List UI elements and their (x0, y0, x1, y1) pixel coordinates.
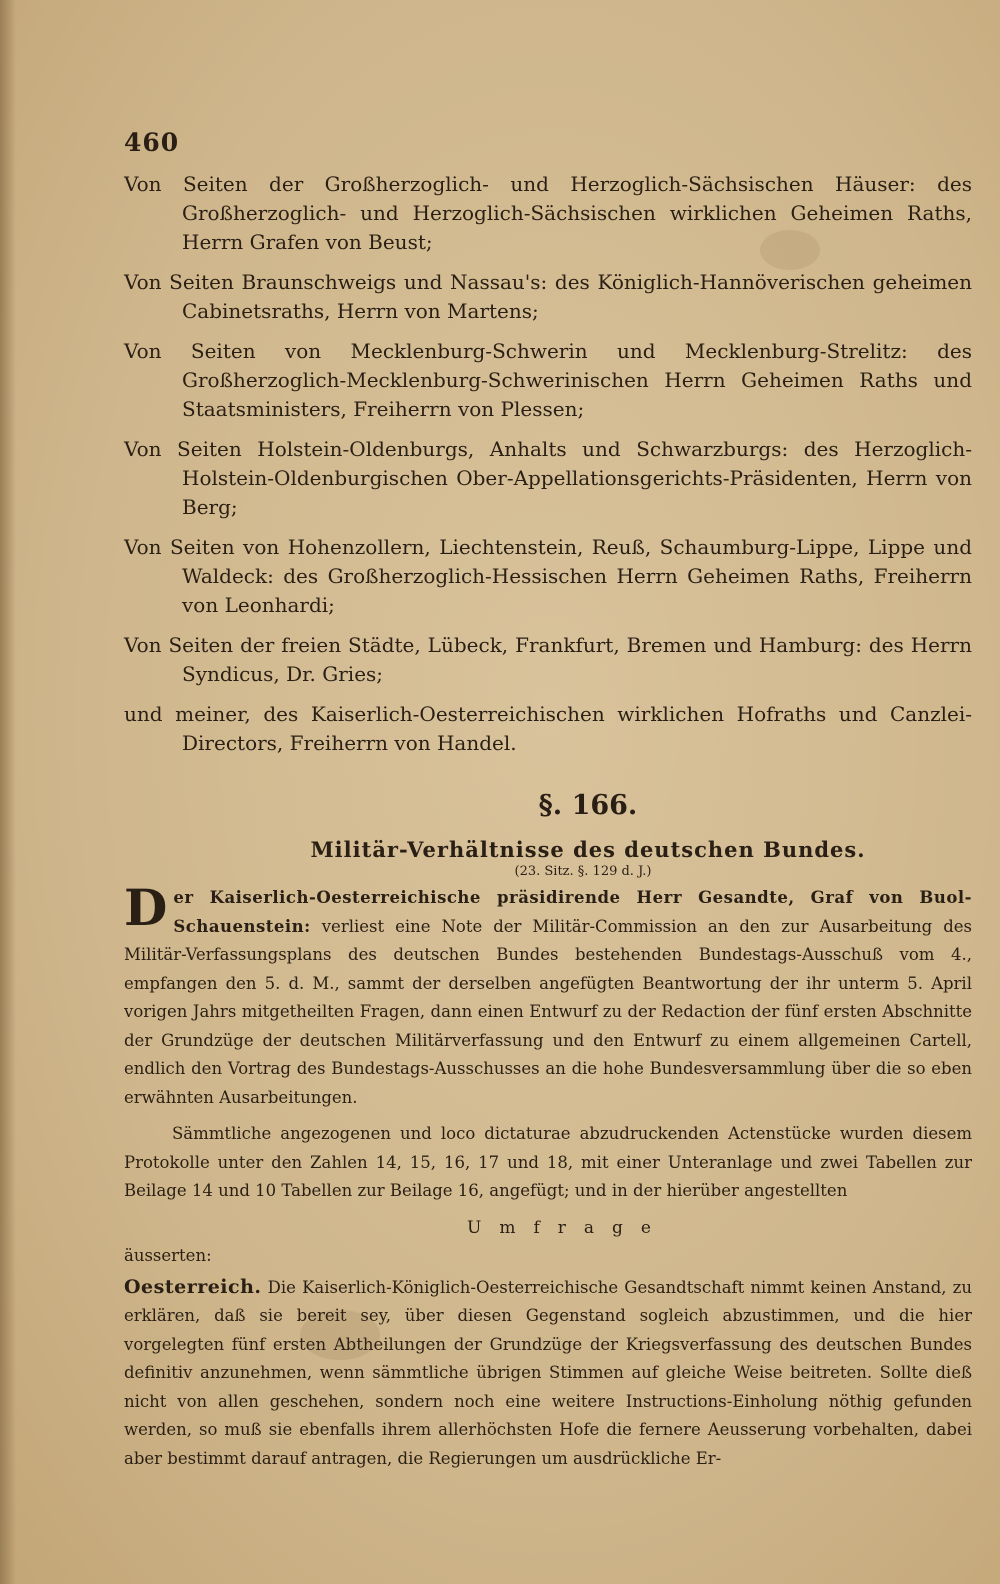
signatory-list (124, 170, 972, 769)
lead-text: verliest eine Note der Militär-Commission an den zur Ausarbeitung des Militär-Verfassungsplans des deutschen Bundes bestehenden Bundestags-Ausschuß vom 4., empfangen den 5. d. M., sammt der derselben angefügten Beantwortung der ihr unterm 5. April vorigen Jahrs mitgetheilten Fragen, dann einen Entwurf zu der Redaction der fünf ersten Abschnitte der Grundzüge der deutschen Militärverfassung und den Entwurf zu einem allgemeinen Cartell, endlich den Vortrag des Bundestags-Ausschusses an die hohe Bundesversammlung über die so eben erwähnten Ausarbeitungen. (124, 916, 972, 1107)
signatory-entry: Von Seiten Holstein-Oldenburgs, Anhalts und Schwarzburgs: des Herzoglich-Holstein-Oldenburgischen Ober-Appellationsgerichts-Präsidenten, Herrn von Berg; (124, 437, 972, 519)
binding-shadow (0, 0, 16, 1584)
drop-cap: D (124, 878, 168, 937)
lead-speaker: er Kaiserlich-Oesterreichische präsidirende Herr Gesandte, Graf von Buol-Schauenstein: (173, 888, 972, 936)
signatory-entry: Von Seiten der Großherzoglich- und Herzoglich-Sächsischen Häuser: des Großherzoglich- und Herzoglich-Sächsischen wirklichen Geheimen Raths, Herrn Grafen von Beust; (124, 172, 972, 254)
signatory-entry: Von Seiten der freien Städte, Lübeck, Frankfurt, Bremen und Hamburg: des Herrn Syndicus, Dr. Gries; (124, 633, 972, 686)
lead-paragraph (124, 878, 972, 1112)
umfrage-heading: Umfrage (467, 1217, 669, 1238)
signatory-entry: und meiner, des Kaiserlich-Oesterreichischen wirklichen Hofraths und Canzlei-Directors, Freiherrn von Handel. (124, 702, 972, 755)
aeusserten-label: äusserten: (124, 1246, 212, 1265)
section-title: Militär-Verhältnisse des deutschen Bundes. (310, 837, 866, 862)
signatory-entry: Von Seiten Braunschweigs und Nassau's: des Königlich-Hannöverischen geheimen Cabinetsraths, Herrn von Martens; (124, 270, 972, 323)
attachment-paragraph: Sämmtliche angezogenen und loco dictaturae abzudruckenden Actenstücke wurden diesem Protokolle unter den Zahlen 14, 15, 16, 17 und 18, mit einer Unteranlage und zwei Tabellen zur Beilage 14 und 10 Tabellen zur Beilage 16, angefügt; und in der hierüber angestellten (124, 1124, 972, 1200)
vote-speaker: Oesterreich. (124, 1275, 262, 1298)
section-heading (124, 790, 972, 879)
vote-paragraph (124, 1273, 972, 1474)
signatory-entry: Von Seiten von Hohenzollern, Liechtenstein, Reuß, Schaumburg-Lippe, Lippe und Waldeck: des Großherzoglich-Hessischen Herrn Geheimen Raths, Freiherrn von Leonhardi; (124, 535, 972, 617)
page-number: 460 (124, 128, 180, 157)
section-number: §. 166. (538, 790, 638, 821)
section-body (124, 878, 972, 1473)
vote-text: Die Kaiserlich-Königlich-Oesterreichische Gesandtschaft nimmt keinen Anstand, zu erklären, daß sie bereit sey, über diesen Gegenstand sogleich abzustimmen, und die hier vorgelegten fünf ersten Abtheilungen der Grundzüge der Kriegsverfassung des deutschen Bundes definitiv anzunehmen, wenn sämmtliche übrigen Stimmen auf gleiche Weise beitreten. Sollte dieß nicht von allen geschehen, sondern noch eine weitere Instructions-Einholung nöthig gefunden werden, so muß sie ebenfalls ihrem allerhöchsten Hofe die fernere Aeusserung vorbehalten, dabei aber bestimmt darauf antragen, die Regierungen um ausdrückliche Er- (124, 1277, 972, 1468)
section-reference: (23. Sitz. §. 129 d. J.) (514, 864, 652, 879)
signatory-entry: Von Seiten von Mecklenburg-Schwerin und Mecklenburg-Strelitz: des Großherzoglich-Mecklenburg-Schwerinischen Herrn Geheimen Raths und Staatsministers, Freiherrn von Plessen; (124, 339, 972, 421)
